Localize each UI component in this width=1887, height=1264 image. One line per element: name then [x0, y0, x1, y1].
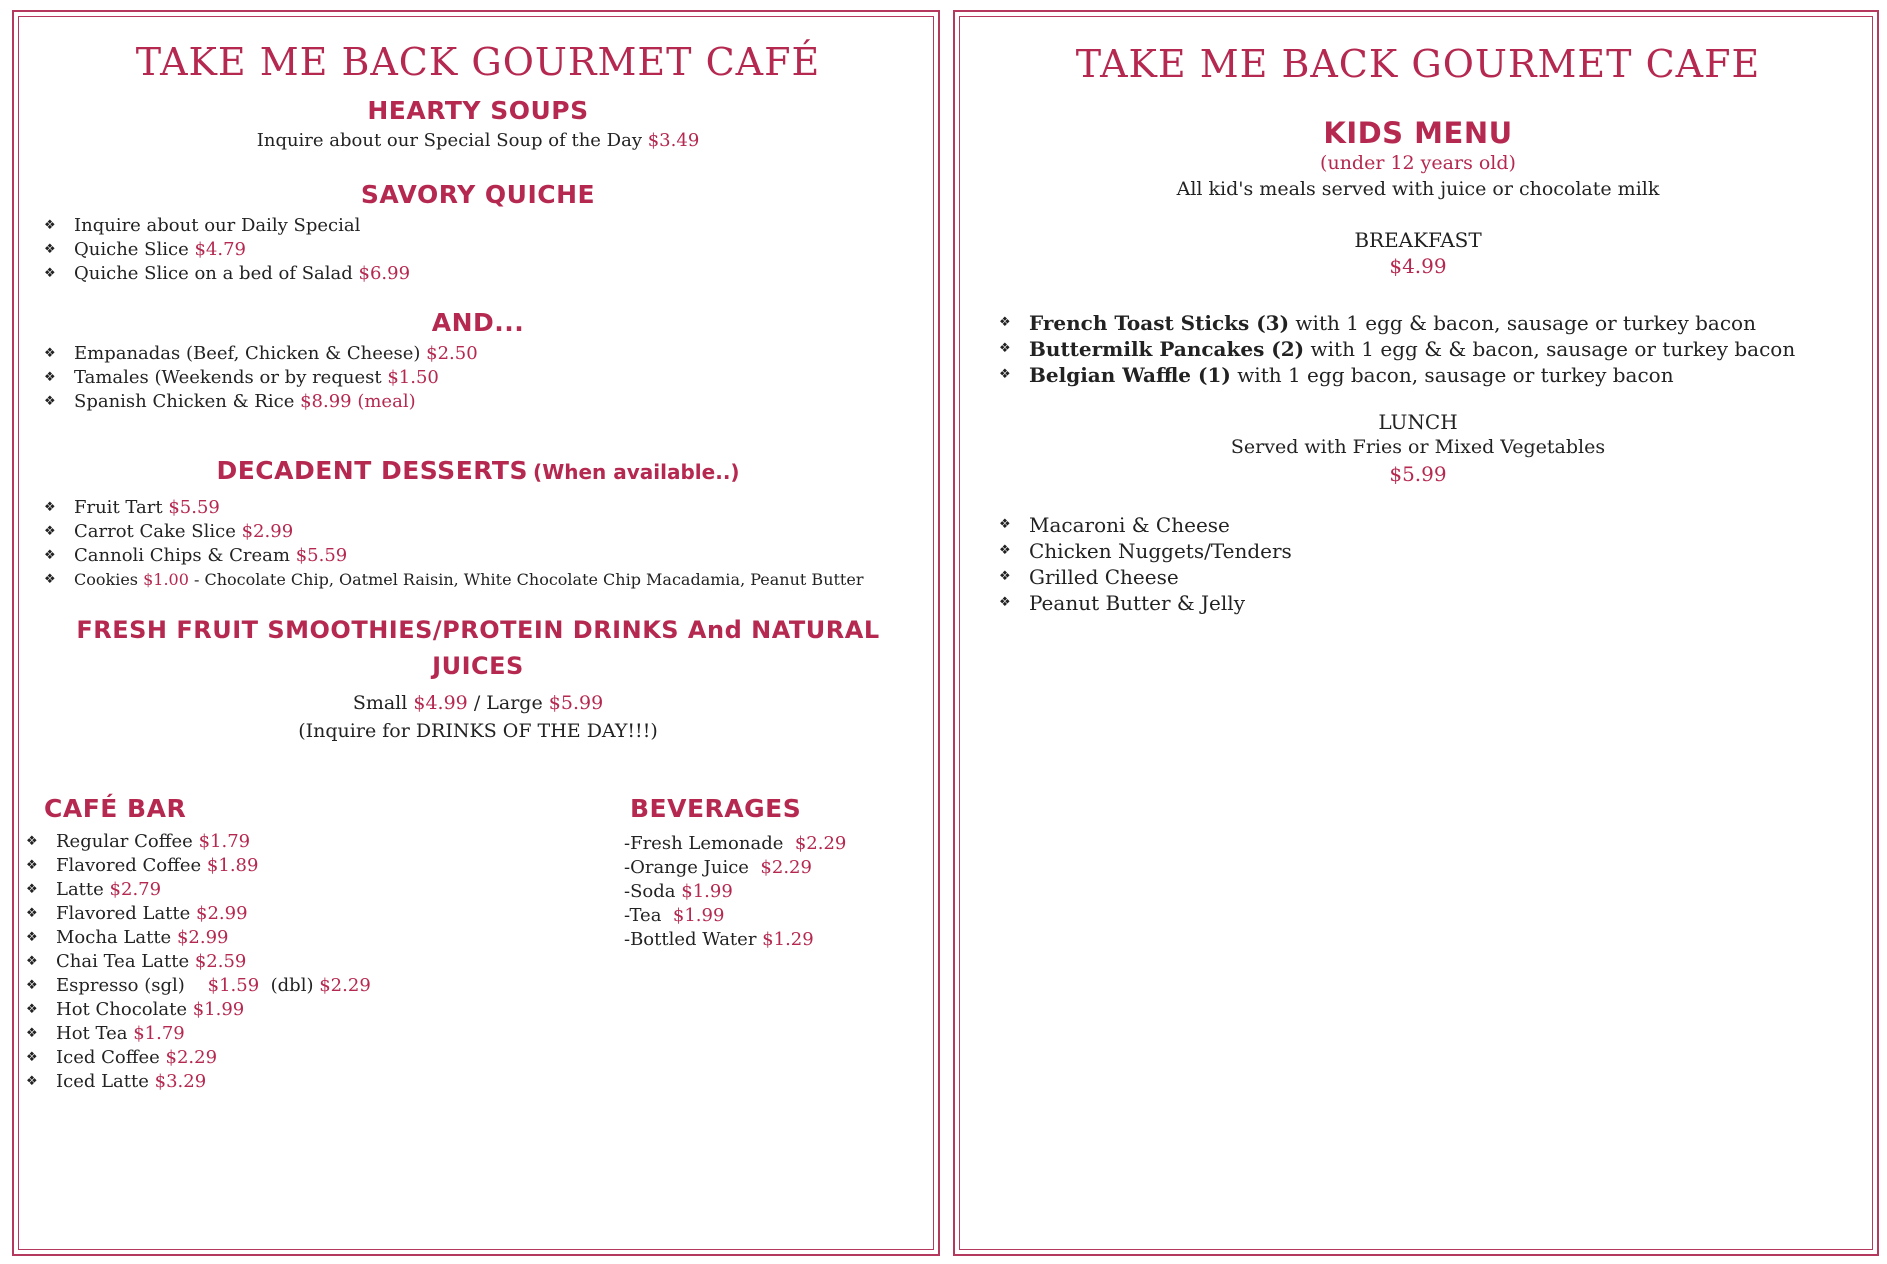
list-item: ❖ Mocha Latte $2.99 [26, 926, 371, 950]
list-item: ❖ Grilled Cheese [999, 564, 1292, 590]
cafe-title-right: TAKE ME BACK GOURMET CAFE [1075, 42, 1761, 86]
smoothies-heading-line2: JUICES [432, 652, 524, 680]
list-item: ❖ Chai Tea Latte $2.59 [26, 950, 371, 974]
menu-page-right [953, 10, 1879, 1256]
lunch-list [999, 512, 1292, 616]
list-item: ❖ Hot Chocolate $1.99 [26, 998, 371, 1022]
list-item: ❖ Chicken Nuggets/Tenders [999, 538, 1292, 564]
list-item: ❖ Quiche Slice $4.79 [44, 238, 410, 262]
desserts-heading: DECADENT DESSERTS [216, 456, 528, 485]
menu-page-left [12, 10, 940, 1256]
list-item: ❖ Inquire about our Daily Special [44, 214, 410, 238]
list-item: ❖ Cannoli Chips & Cream $5.59 [44, 544, 863, 568]
cafe-bar-heading: CAFÉ BAR [44, 794, 187, 823]
soups-heading: HEARTY SOUPS [367, 96, 589, 125]
list-item: ❖ Hot Tea $1.79 [26, 1022, 371, 1046]
list-item: ❖ Fruit Tart $5.59 [44, 496, 863, 520]
lunch-served-note: Served with Fries or Mixed Vegetables [1230, 436, 1606, 458]
list-item: ❖ Iced Coffee $2.29 [26, 1046, 371, 1070]
beverages-heading: BEVERAGES [630, 794, 802, 823]
cafe-bar-list [26, 830, 371, 1094]
list-item: -Tea $1.99 [624, 905, 725, 926]
smoothies-inquire: (Inquire for DRINKS OF THE DAY!!!) [298, 720, 658, 742]
list-item: -Soda $1.99 [624, 881, 733, 902]
smoothies-large-price: $5.99 [548, 692, 604, 714]
list-item: ❖ Empanadas (Beef, Chicken & Cheese) $2.50 [44, 342, 478, 366]
soups-price: $3.49 [647, 130, 700, 151]
list-item: -Orange Juice $2.29 [624, 857, 812, 878]
list-item: ❖ Cookies $1.00 - Chocolate Chip, Oatmel Raisin, White Chocolate Chip Macadamia, Peanut Butter [44, 568, 863, 592]
lunch-heading: LUNCH [1378, 410, 1458, 434]
list-item: ❖ Carrot Cake Slice $2.99 [44, 520, 863, 544]
list-item: ❖ Spanish Chicken & Rice $8.99 (meal) [44, 390, 478, 414]
smoothies-large-label: Large [486, 692, 543, 714]
desserts-list [44, 496, 863, 592]
breakfast-price: $4.99 [1389, 254, 1447, 278]
list-item: ❖ Macaroni & Cheese [999, 512, 1292, 538]
quiche-list [44, 214, 410, 286]
kids-menu-heading: KIDS MENU [1323, 116, 1513, 150]
list-item: ❖ Regular Coffee $1.79 [26, 830, 371, 854]
smoothies-small-price: $4.99 [413, 692, 468, 714]
lunch-price: $5.99 [1389, 462, 1447, 486]
list-item: ❖ Peanut Butter & Jelly [999, 590, 1292, 616]
kids-meals-note: All kid's meals served with juice or chocolate milk [1176, 178, 1660, 200]
list-item: ❖ Belgian Waffle (1) with 1 egg bacon, sausage or turkey bacon [999, 362, 1795, 388]
desserts-heading-row [14, 456, 942, 485]
list-item: ❖ Tamales (Weekends or by request $1.50 [44, 366, 478, 390]
smoothies-heading-line1: FRESH FRUIT SMOOTHIES/PROTEIN DRINKS And NATURAL [76, 616, 880, 644]
smoothies-prices [14, 692, 942, 714]
list-item: ❖ Flavored Latte $2.99 [26, 902, 371, 926]
and-list [44, 342, 478, 414]
desserts-note: (When available..) [533, 460, 740, 484]
list-item: ❖ Espresso (sgl) $1.59 (dbl) $2.29 [26, 974, 371, 998]
beverages-list [624, 832, 846, 952]
list-item: ❖ Latte $2.79 [26, 878, 371, 902]
soups-line-text: Inquire about our Special Soup of the Day [256, 130, 642, 151]
list-item: ❖ Iced Latte $3.29 [26, 1070, 371, 1094]
kids-age-note: (under 12 years old) [1320, 152, 1516, 174]
soups-line [14, 130, 942, 151]
list-item: ❖ Quiche Slice on a bed of Salad $6.99 [44, 262, 410, 286]
quiche-heading: SAVORY QUICHE [360, 180, 596, 209]
cafe-title-left: TAKE ME BACK GOURMET CAFÉ [135, 40, 821, 84]
and-heading: AND... [431, 308, 525, 337]
breakfast-list [999, 310, 1795, 388]
smoothies-small-label: Small [352, 692, 408, 714]
list-item: ❖ Flavored Coffee $1.89 [26, 854, 371, 878]
breakfast-heading: BREAKFAST [1354, 228, 1482, 252]
list-item: ❖ French Toast Sticks (3) with 1 egg & bacon, sausage or turkey bacon [999, 310, 1795, 336]
smoothies-sep: / [473, 692, 481, 714]
list-item: ❖ Buttermilk Pancakes (2) with 1 egg & & bacon, sausage or turkey bacon [999, 336, 1795, 362]
list-item: -Fresh Lemonade $2.29 [624, 833, 847, 854]
list-item: -Bottled Water $1.29 [624, 929, 814, 950]
